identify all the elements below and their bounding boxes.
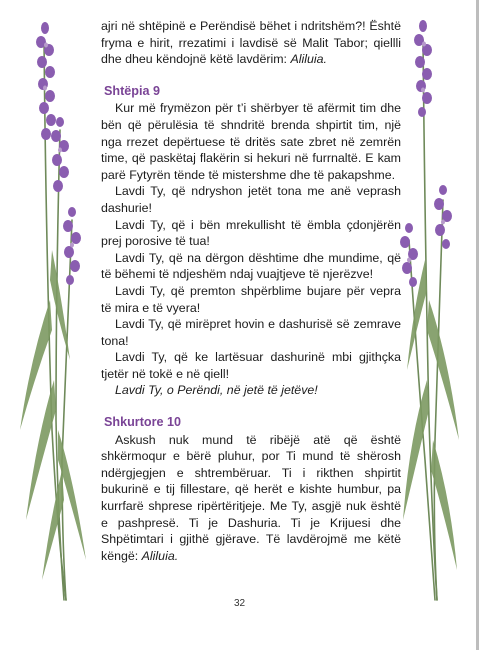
praise-line: Lavdi Ty, që ke lartësuar dashurinë mbi gjithçka tjetër në tokë e në qiell! bbox=[101, 350, 401, 381]
praise-line: Lavdi Ty, që mirëpret hovin e dashurisë së zemrave tona! bbox=[101, 317, 401, 348]
section-heading: Shtëpia 9 bbox=[104, 83, 160, 98]
closing-doxology: Lavdi Ty, o Perëndi, në jetë të jetëve! bbox=[115, 383, 318, 398]
alleluia-refrain: Aliluia. bbox=[290, 52, 327, 67]
section-paragraph bbox=[101, 432, 401, 565]
section-paragraph-text: Askush nuk mund të ribëjë atë që është shkërmoqur e bërë pluhur, por Ti mund të shërosh ndërgjegjen e shtrembëruar. Ti i rikthen shpirtit bukurinë e tij fillestare, që herët e kishte humbur, pa kurrfarë shprese ripërtëritjeje. Me Ty, asgjë nuk është e pashpresë. Ti je Dashuria. Ti je Krijuesi dhe Shpëtimtari i gjithë gjërave. Të lavdërojmë me këtë këngë: bbox=[101, 432, 401, 563]
section-heading: Shkurtore 10 bbox=[104, 415, 181, 430]
section-paragraph: Kur më frymëzon për t’i shërbyer të afërmit tim dhe bën që përulësia të shndritë brenda shpirtit tim, një nga rrezet depërtuese të dritës sate zbret në zemrën time, që paskëtaj flakërin si hekuri në furrnaltë. E kam parë Fytyrën tënde të mistershme dhe të pakapshme. bbox=[101, 101, 401, 182]
intro-line: ajri në shtëpinë e Perëndisë bëhet i ndritshëm?! bbox=[101, 19, 366, 33]
alleluia-refrain: Aliluia. bbox=[141, 548, 179, 563]
praise-line: Lavdi Ty, që ndryshon jetët tona me anë veprash dashurie! bbox=[101, 184, 401, 215]
praise-line: Lavdi Ty, që i bën mrekullisht të ëmbla çdonjërën prej porosive të tua! bbox=[101, 217, 401, 249]
intro-paragraph bbox=[101, 18, 401, 68]
praise-line: Lavdi Ty, që premton shpërblime bujare për vepra të mira e të vyera! bbox=[101, 283, 401, 315]
intro-line: qiellli dhe dheu këndojnë këtë lavdërim: bbox=[101, 35, 401, 67]
page-number: 32 bbox=[233, 598, 246, 609]
lavender-illustration-right bbox=[395, 0, 475, 610]
body-text bbox=[101, 18, 401, 564]
intro-line: Është fryma e hirit, rrezatimi i lavdisë së Malit Tabor; bbox=[101, 19, 401, 50]
lavender-illustration-left bbox=[0, 0, 95, 610]
praise-line: Lavdi Ty, që na dërgon dështime dhe mundime, që të bëhemi të ndjeshëm ndaj vuajtjeve të njerëzve! bbox=[101, 250, 401, 282]
